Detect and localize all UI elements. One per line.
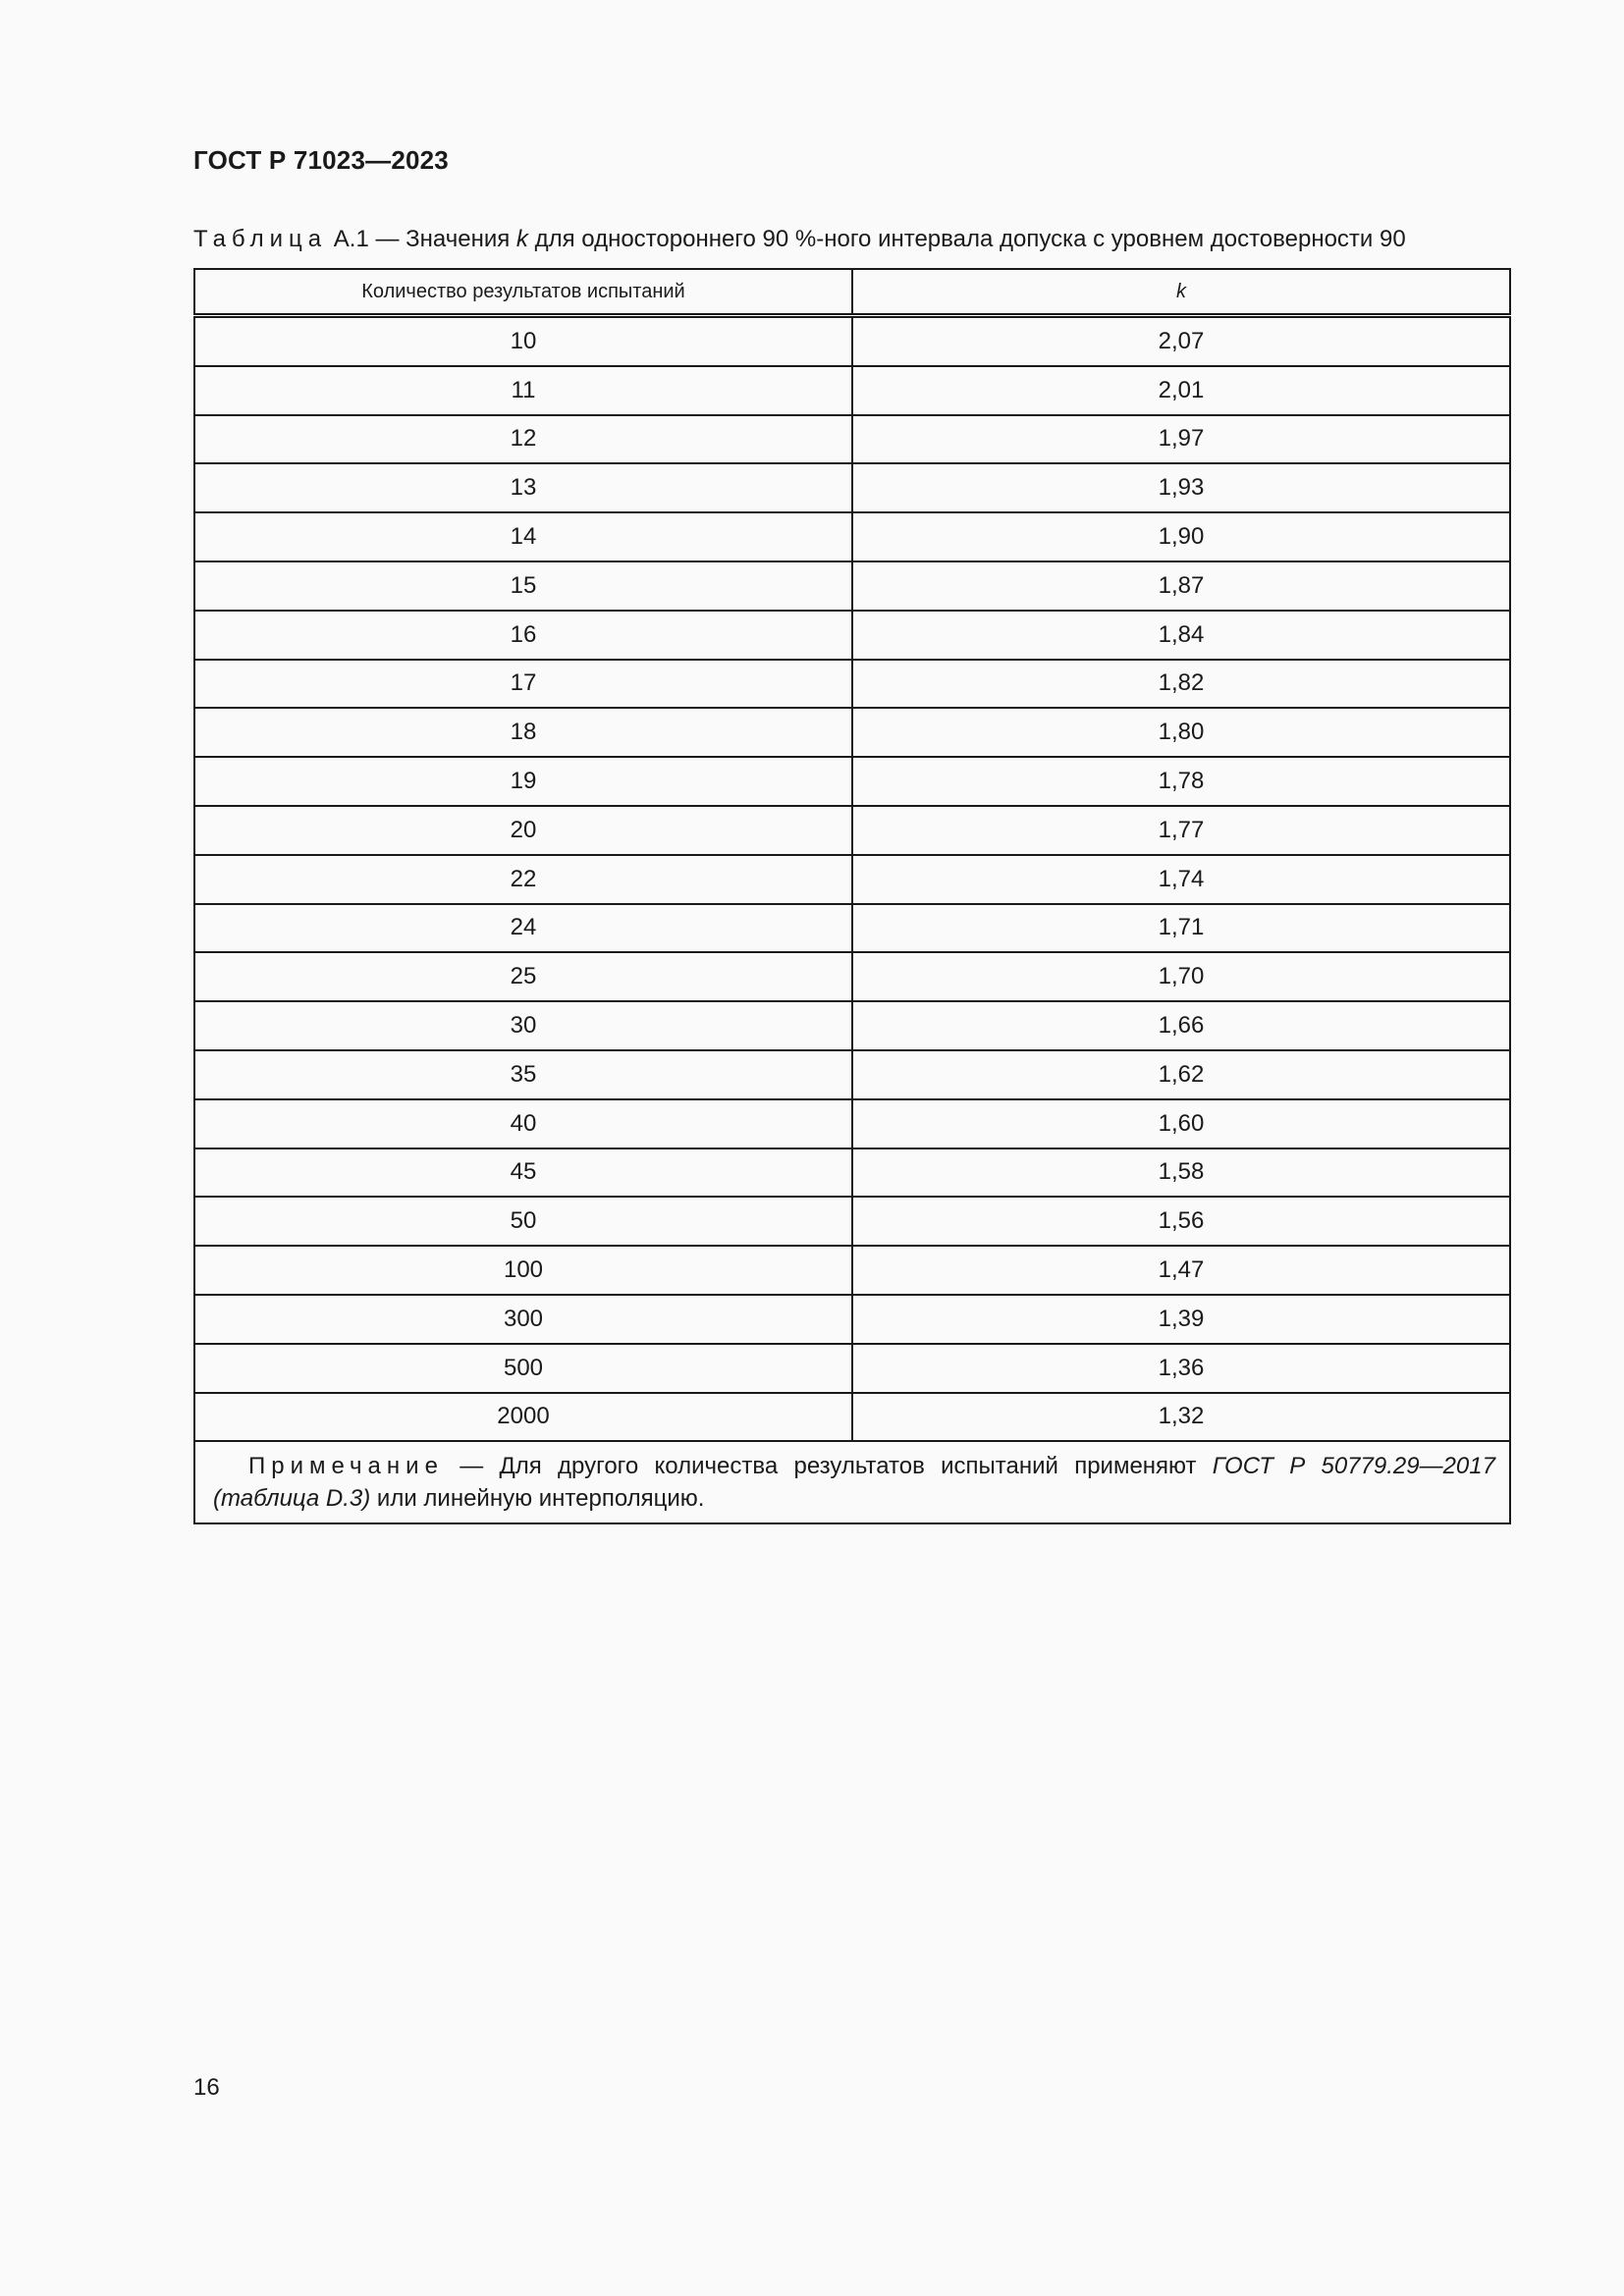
- table-row: [194, 708, 1510, 757]
- table-row: [194, 561, 1510, 611]
- table-caption: [193, 226, 1406, 253]
- cell-k-value: 1,84: [852, 611, 1510, 660]
- table-row: [194, 1344, 1510, 1393]
- cell-k-value: 1,97: [852, 415, 1510, 464]
- caption-number: А.1: [333, 226, 369, 252]
- cell-test-count: 22: [194, 855, 852, 904]
- cell-test-count: 17: [194, 660, 852, 709]
- table-body: [194, 316, 1510, 1442]
- note-label: Примечание: [248, 1453, 444, 1480]
- note-text-1: — Для другого количества результатов испытаний применяют: [443, 1453, 1213, 1480]
- table-row: [194, 1148, 1510, 1198]
- table-row: [194, 366, 1510, 415]
- cell-test-count: 14: [194, 512, 852, 561]
- cell-k-value: 1,36: [852, 1344, 1510, 1393]
- cell-test-count: 10: [194, 316, 852, 366]
- cell-test-count: 50: [194, 1197, 852, 1246]
- note-text-2: или линейную интерполяцию.: [370, 1485, 705, 1513]
- cell-k-value: 1,80: [852, 708, 1510, 757]
- cell-k-value: 2,01: [852, 366, 1510, 415]
- column-header-count: Количество результатов испытаний: [194, 269, 852, 316]
- table-row: [194, 806, 1510, 855]
- cell-k-value: 1,39: [852, 1295, 1510, 1344]
- cell-k-value: 1,32: [852, 1393, 1510, 1442]
- cell-k-value: 1,56: [852, 1197, 1510, 1246]
- cell-k-value: 1,77: [852, 806, 1510, 855]
- table-row: [194, 660, 1510, 709]
- caption-k-symbol: k: [515, 226, 528, 252]
- cell-k-value: 1,87: [852, 561, 1510, 611]
- cell-test-count: 19: [194, 757, 852, 806]
- table-row: [194, 855, 1510, 904]
- table-row: [194, 1197, 1510, 1246]
- cell-k-value: 1,70: [852, 952, 1510, 1001]
- table-row: [194, 1295, 1510, 1344]
- column-header-k: k: [852, 269, 1510, 316]
- page-number: 16: [193, 2074, 220, 2101]
- cell-test-count: 25: [194, 952, 852, 1001]
- cell-k-value: 1,93: [852, 463, 1510, 512]
- cell-test-count: 300: [194, 1295, 852, 1344]
- cell-test-count: 500: [194, 1344, 852, 1393]
- cell-k-value: 1,74: [852, 855, 1510, 904]
- table-row: [194, 512, 1510, 561]
- cell-test-count: 15: [194, 561, 852, 611]
- table-row: [194, 1001, 1510, 1050]
- table-header-row: [194, 269, 1510, 316]
- table-row: [194, 904, 1510, 953]
- cell-test-count: 40: [194, 1099, 852, 1148]
- cell-k-value: 1,90: [852, 512, 1510, 561]
- table-row: [194, 952, 1510, 1001]
- table-row: [194, 1099, 1510, 1148]
- cell-test-count: 20: [194, 806, 852, 855]
- cell-k-value: 1,66: [852, 1001, 1510, 1050]
- cell-k-value: 2,07: [852, 316, 1510, 366]
- table-row: [194, 1050, 1510, 1099]
- document-header: ГОСТ Р 71023—2023: [193, 145, 449, 175]
- k-values-table: [193, 268, 1511, 1524]
- table-row: [194, 757, 1510, 806]
- note-reference: ГОСТ Р 50779.29—2017 (таблица D.3): [213, 1453, 1495, 1513]
- cell-k-value: 1,71: [852, 904, 1510, 953]
- cell-test-count: 11: [194, 366, 852, 415]
- caption-text-after: для одностороннего 90 %-ного интервала допуска с уровнем достоверности 90: [527, 226, 1406, 252]
- cell-test-count: 30: [194, 1001, 852, 1050]
- cell-test-count: 35: [194, 1050, 852, 1099]
- table-row: [194, 415, 1510, 464]
- cell-test-count: 18: [194, 708, 852, 757]
- table-row: [194, 316, 1510, 366]
- cell-k-value: 1,47: [852, 1246, 1510, 1295]
- cell-k-value: 1,58: [852, 1148, 1510, 1198]
- table-row: [194, 463, 1510, 512]
- table-note: [194, 1441, 1510, 1523]
- cell-test-count: 45: [194, 1148, 852, 1198]
- table-row: [194, 1393, 1510, 1442]
- caption-label: Таблица: [193, 226, 328, 252]
- cell-test-count: 100: [194, 1246, 852, 1295]
- caption-text-before: — Значения: [368, 226, 516, 252]
- cell-test-count: 24: [194, 904, 852, 953]
- table-note-row: [194, 1441, 1510, 1523]
- cell-k-value: 1,78: [852, 757, 1510, 806]
- table-row: [194, 1246, 1510, 1295]
- cell-test-count: 16: [194, 611, 852, 660]
- cell-k-value: 1,82: [852, 660, 1510, 709]
- cell-test-count: 12: [194, 415, 852, 464]
- table-row: [194, 611, 1510, 660]
- cell-k-value: 1,62: [852, 1050, 1510, 1099]
- cell-test-count: 13: [194, 463, 852, 512]
- cell-k-value: 1,60: [852, 1099, 1510, 1148]
- cell-test-count: 2000: [194, 1393, 852, 1442]
